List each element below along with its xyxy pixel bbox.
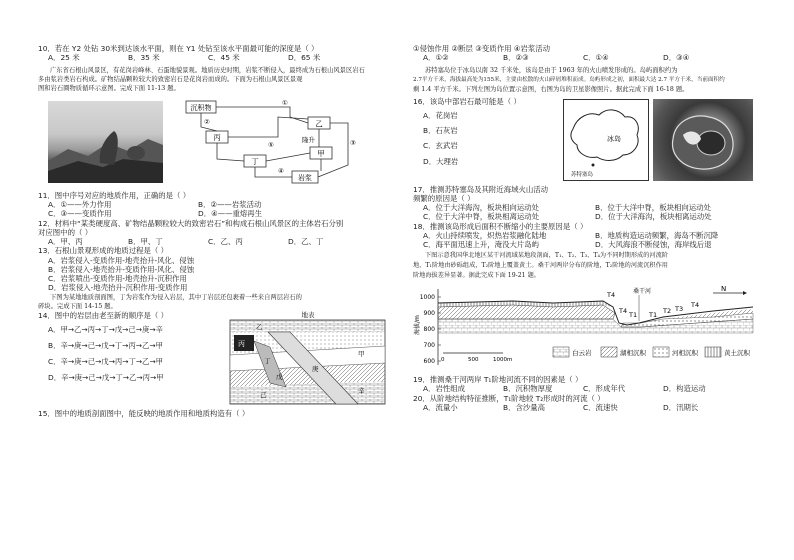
map-surtsey-label: 苏特塞岛	[571, 171, 594, 178]
q12-stem-line2: 对应图中的（ ）	[38, 227, 93, 237]
q19-options	[423, 384, 763, 393]
intro-14-15	[38, 293, 393, 312]
intro-19-line2: 地，T₁阶地由砂砾组成，T₂阶地上覆盖黄土。桑干河两岸分布的阶地，T₂阶地的河流沉积作用	[413, 262, 668, 270]
q11-options-row1	[48, 200, 393, 209]
cycle-magma: 岩浆	[298, 173, 312, 182]
q17-stem-line2: 频繁的原因是（ ）	[413, 193, 475, 203]
legend-lake: 湖相沉积	[620, 349, 646, 358]
q17-stem-line1: 17．推测苏特塞岛及其附近海域火山活动	[413, 184, 549, 194]
iceland-map	[563, 99, 649, 181]
surtsey-satellite-photo	[653, 99, 753, 181]
terrace-t3: T3	[675, 305, 684, 314]
q12-option-d[interactable]: D．乙、丁	[288, 237, 324, 247]
section-xin: 辛	[358, 387, 365, 396]
q20-option-b[interactable]: B．含沙量高	[503, 402, 546, 412]
cycle-uplift: 隆升	[302, 135, 315, 144]
q13-option-d[interactable]: D．岩浆侵入-地壳抬升-沉积作用-变质作用	[48, 283, 188, 293]
ytick-1000: 1000	[419, 294, 435, 302]
q17-option-b[interactable]: B．位于大洋中脊，板块相向运动处	[595, 203, 711, 213]
q10-option-d[interactable]: D．65 米	[288, 53, 321, 63]
section-surface-label: 地表	[301, 311, 315, 320]
q15-option-b[interactable]: B．②③	[503, 53, 529, 63]
ytick-600: 600	[423, 358, 435, 366]
profile-legend	[553, 347, 751, 357]
q18-stem: 18．推测该岛形成后面积不断缩小的主要原因是（ ）	[413, 221, 588, 231]
q10-stem: 10．若在 Y2 处钻 30米到达该水平面，则在 Y1 处钻至该水平面最可能的深度是（ ）	[38, 44, 319, 53]
q14-text	[38, 311, 208, 382]
q11-option-c[interactable]: C．③——变质作用	[48, 209, 112, 219]
river-terrace-profile	[413, 283, 763, 373]
q16-text	[413, 97, 563, 166]
section-jia: 甲	[358, 350, 365, 359]
q15-stem: 15．图中的地质剖面图中，能反映的地质作用和地质构造有（ ）	[38, 409, 250, 419]
ytick-900: 900	[423, 310, 435, 318]
q16-stem: 16．该岛中部岩石最可能是（ ）	[413, 96, 521, 106]
q13-option-b[interactable]: B．岩浆侵入-地壳抬升-变质作用-风化、侵蚀	[48, 264, 195, 274]
q12-stem-line1: 12．材料中“某类硬度高、矿物结晶颗粒较大的致密岩石”和构成石根山风景区的主体岩石分别	[38, 218, 344, 228]
q20-option-a[interactable]: A．流量小	[423, 402, 458, 412]
q11-option-a[interactable]: A．①——外力作用	[48, 200, 112, 210]
q18-options-row1	[423, 231, 763, 240]
q16-block	[413, 97, 763, 185]
intro-19-line3: 阶地海拔差异显著。据此完成下面 19-21 题。	[413, 272, 540, 280]
profile-ylabel: 海拔/m	[414, 315, 421, 336]
q15-option-a[interactable]: A．①②	[423, 53, 449, 63]
figures-11-13	[38, 97, 393, 189]
terrace-t1-a: T1	[629, 311, 638, 320]
q15-options	[423, 53, 763, 62]
q18-option-c[interactable]: C．海平面迅速上升，淹没大片岛屿	[423, 240, 540, 250]
intro-16-line2: 2.7平方千米，海拔最高处为155米，主要由松散的火山碎屑堆积而成。岛屿形成之初，面积最大达 2.7 平方千米，当前面积约	[413, 76, 725, 83]
q14-option-a[interactable]: A．甲→乙→丙→丁→戊→己→庚→辛	[48, 324, 163, 334]
intro-11-line1: 广东省石根山风景区，有花岗岩峰林、石蛋地貌景观。地质历史时期，岩浆不断侵入，最终成为石根山风景区岩石	[50, 66, 365, 74]
terrace-t1-b: T1	[649, 311, 658, 320]
q17-options-row1	[423, 203, 763, 212]
q12-option-b[interactable]: B．甲、丁	[128, 237, 163, 247]
q16-option-a[interactable]: A．花岗岩	[423, 110, 458, 120]
legend-dolomite: 白云岩	[572, 349, 592, 358]
intro-11-line2: 多由浆岩类岩石构成。矿物结晶颗粒较大的致密岩石是花岗岩而成的。下面为石根山风景区景观	[38, 75, 303, 83]
legend-loess: 黄土沉积	[724, 349, 750, 358]
q12-option-a[interactable]: A．甲、丙	[48, 237, 83, 247]
q19-option-b[interactable]: B．沉积物厚度	[503, 384, 553, 394]
intro-14-line1: 下图为某地地质剖面图，丁为岩浆作为侵入岩层，其中丁岩层还包裹着一些来自两层岩石的	[50, 293, 302, 301]
scale-1000: 1000m	[493, 357, 513, 364]
terrace-t4-b: T4	[619, 307, 628, 316]
scale-500: 500	[468, 357, 479, 364]
stone-landscape-photo	[48, 101, 163, 183]
q12-options	[48, 237, 393, 246]
cycle-num-5: ⑤	[268, 140, 274, 149]
q20-stem: 20．从阶地结构特征推断，T₁阶地较 T₂形成时的河流（ ）	[413, 393, 605, 403]
cycle-num-1: ①	[282, 98, 288, 107]
terrace-t4-right: T4	[691, 301, 700, 310]
q13-option-a[interactable]: A．岩浆侵入-变质作用-地壳抬升-风化、侵蚀	[48, 255, 195, 265]
q12-option-c[interactable]: C．乙、丙	[208, 237, 243, 247]
satellite-shapes	[653, 99, 753, 181]
q15-items: ①侵蚀作用 ②断层 ③变质作用 ④岩浆活动	[413, 44, 551, 53]
q11-stem: 11．图中序号对应的地质作用，正确的是（ ）	[38, 190, 191, 200]
q18-option-d[interactable]: D．大风海浪不断侵蚀，海岸线后退	[595, 240, 712, 250]
stone-photo-shapes	[48, 101, 163, 183]
q19-option-d[interactable]: D．构造运动	[663, 384, 706, 394]
geologic-section-diagram	[208, 311, 391, 407]
q15-option-d[interactable]: D．③④	[663, 53, 690, 63]
q13-stem: 13．石根山景观形成的地质过程是（ ）	[38, 246, 169, 256]
q17-options-row2	[423, 212, 763, 221]
intro-19-21	[413, 251, 763, 281]
q19-stem: 19．推测桑干河两岸 T₁阶地河流不同的因素是（ ）	[413, 375, 583, 385]
q14-option-b[interactable]: B．辛→庚→己→戊→丁→丙→乙→甲	[48, 340, 163, 350]
section-yi: 乙	[256, 323, 263, 332]
intro-16-18	[413, 66, 763, 95]
section-geng: 庚	[312, 365, 319, 374]
q14-block	[38, 311, 393, 407]
section-wu: 戊	[276, 373, 283, 382]
section-ji: 己	[260, 391, 267, 400]
q19-option-a[interactable]: A．岩性组成	[423, 384, 466, 394]
q18-option-a[interactable]: A．火山持续喷发，炽热岩浆融化陆地	[423, 230, 547, 240]
ytick-800: 800	[423, 326, 435, 334]
intro-16-line3: 剩 1.4 平方千米。下列左图为岛位置示意图，右图为岛的卫星影像照片。据此完成下面 16-18 题。	[413, 85, 689, 93]
q14-stem: 14．图中的岩层由老至新的顺序是（ ）	[38, 311, 169, 321]
q20-options	[423, 403, 763, 412]
cycle-sediment: 沉积物	[190, 103, 212, 112]
terrace-t4-left: T4	[607, 291, 616, 300]
intro-19-line1: 下图示意我国华北地区某干河流域某地段剖面，T₁、T₂、T₃、T₄为不同时期形成的河流阶	[425, 252, 668, 260]
q10-option-b[interactable]: B．35 米	[128, 53, 160, 63]
q16-option-b[interactable]: B．石灰岩	[423, 126, 458, 136]
q16-option-c[interactable]: C．玄武岩	[423, 141, 458, 151]
q18-option-b[interactable]: B．地质构造运动频繁，海岛不断沉降	[595, 230, 719, 240]
river-label: 桑干河	[633, 288, 652, 296]
rock-cycle-diagram	[178, 97, 378, 189]
intro-11-line3: 图和岩石圈物质循环示意图。完成下面 11-13 题。	[38, 85, 180, 93]
cycle-bing: 丙	[213, 132, 221, 142]
cycle-num-2: ②	[204, 117, 210, 126]
ytick-700: 700	[423, 342, 435, 350]
q11-options-row2	[48, 209, 393, 218]
q13-option-c[interactable]: C．岩浆喷出-变质作用-地壳抬升-沉积作用	[48, 274, 187, 284]
q14-option-c[interactable]: C．辛→庚→己→戊→丙→丁→乙→甲	[48, 357, 164, 367]
north-arrow-label: N	[721, 285, 727, 294]
q19-option-c[interactable]: C．形成年代	[583, 384, 626, 394]
q10-option-c[interactable]: C．45 米	[208, 53, 240, 63]
left-column	[38, 44, 393, 419]
q17-option-d[interactable]: D．位于大洋海沟，板块相离运动处	[595, 212, 712, 222]
scale-0: 0	[441, 357, 445, 364]
q14-option-d[interactable]: D．辛→庚→己→戊→丁→乙→丙→甲	[48, 373, 164, 383]
section-ding: 丁	[264, 357, 271, 366]
cycle-num-3: ③	[350, 138, 356, 147]
right-column	[413, 44, 763, 412]
intro-11-13	[38, 66, 393, 94]
cycle-num-4: ④	[278, 166, 284, 175]
intro-16-line1: 苏特塞岛位于冰岛以南 32 千米处，该岛是由于 1963 年的火山喷发形成的。岛屿面积约为	[425, 66, 678, 74]
q18-options-row2	[423, 240, 763, 249]
legend-river: 河相沉积	[672, 349, 698, 358]
section-bing: 丙	[238, 340, 245, 349]
q10-option-a[interactable]: A．25 米	[48, 53, 80, 63]
q10-options	[48, 53, 393, 62]
cycle-ding: 丁	[251, 156, 259, 166]
q11-option-d[interactable]: D．④——重熔再生	[198, 209, 263, 219]
intro-14-line2: 碎块。完成下面 14-15 题。	[38, 303, 117, 310]
q16-option-d[interactable]: D．大理岩	[423, 156, 459, 166]
q20-option-d[interactable]: D．汛期长	[663, 402, 699, 412]
q17-option-c[interactable]: C．位于大洋中脊，板块相离运动处	[423, 212, 540, 222]
q15-option-c[interactable]: C．①④	[583, 53, 609, 63]
map-iceland-label: 冰岛	[607, 134, 621, 143]
q17-option-a[interactable]: A．位于大洋海沟，板块相向运动处	[423, 203, 539, 213]
terrace-t2: T2	[663, 307, 672, 316]
q11-option-b[interactable]: B．②——岩浆活动	[198, 200, 262, 210]
cycle-jia: 甲	[317, 148, 325, 158]
q20-option-c[interactable]: C．流速快	[583, 402, 618, 412]
cycle-yi: 乙	[315, 119, 323, 129]
